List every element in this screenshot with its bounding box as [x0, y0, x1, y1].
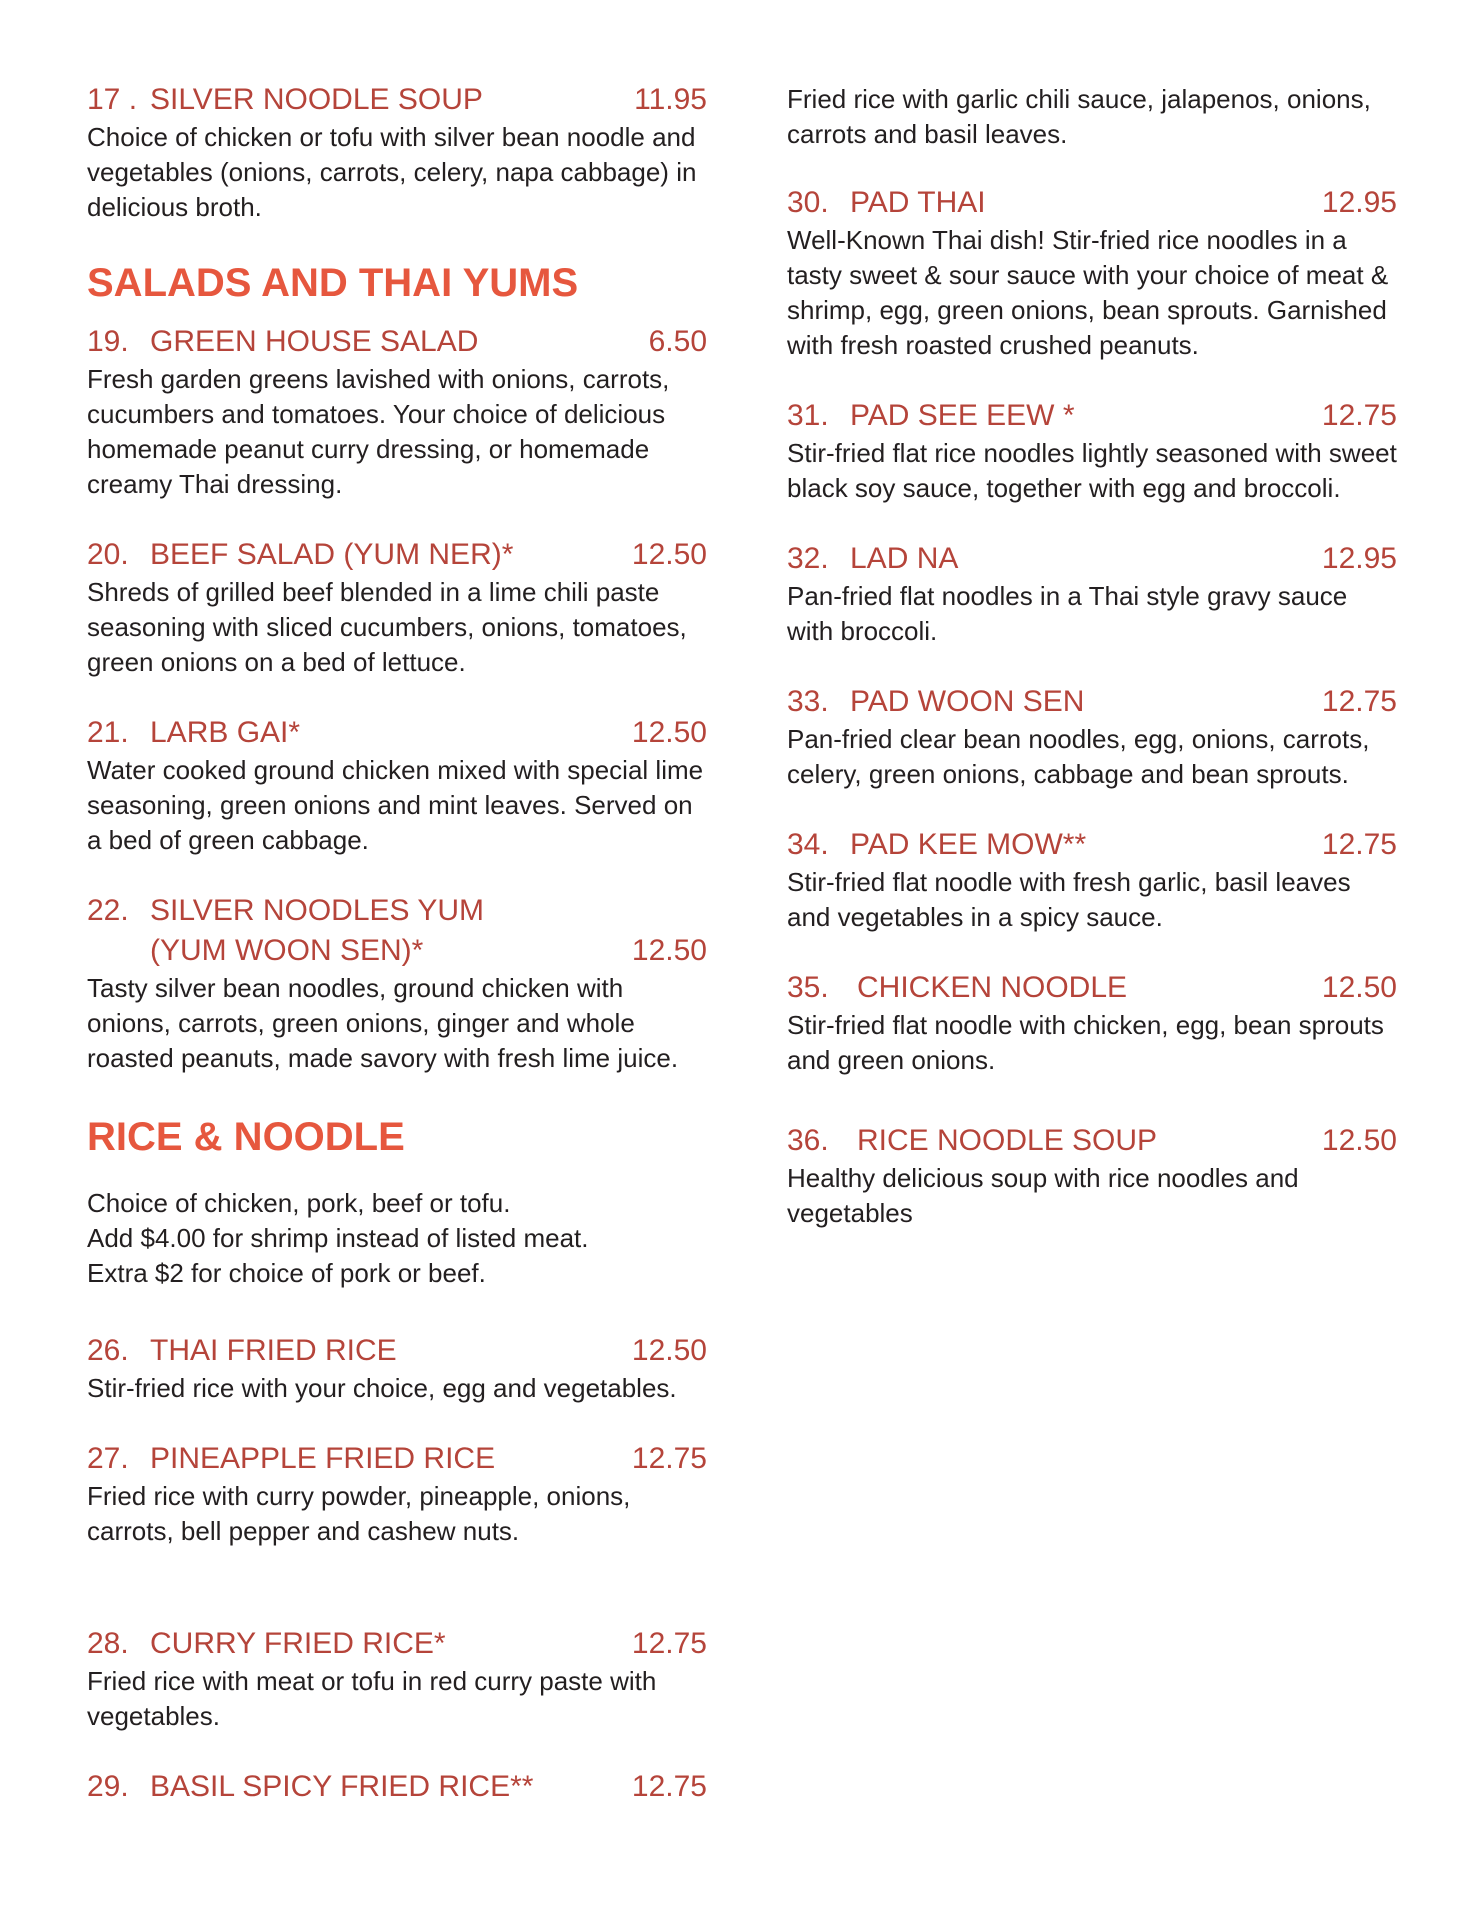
- item-price: 12.75: [631, 1627, 707, 1660]
- item-description: Stir-fried flat noodle with fresh garlic, basil leaves and vegetables in a spicy sauce.: [787, 867, 1351, 932]
- item-name: THAI FRIED RICE: [150, 1334, 397, 1367]
- item-number: 30.: [787, 186, 829, 219]
- item-description: Fried rice with meat or tofu in red curry paste with vegetables.: [87, 1666, 657, 1731]
- item-price: 6.50: [648, 325, 707, 358]
- menu-item-header: [87, 1624, 707, 1664]
- item-description: Well-Known Thai dish! Stir-fried rice noodles in a tasty sweet & sour sauce with your choice of meat & shrimp, egg, green onions, bean sprouts. Garnished with fresh roasted crushed peanuts.: [787, 225, 1389, 360]
- item-number: 35.: [787, 971, 829, 1004]
- item-number: 22.: [87, 894, 129, 927]
- menu-item-28: [87, 1624, 707, 1734]
- note-line: Choice of chicken, pork, beef or tofu.: [87, 1188, 511, 1218]
- item-number: 34.: [787, 828, 829, 861]
- item-number: 33.: [787, 685, 829, 718]
- menu-item-header: [787, 396, 1397, 436]
- item-price: 11.95: [634, 83, 707, 116]
- menu-item-header: [787, 183, 1397, 223]
- item-description: Stir-fried flat noodle with chicken, egg, bean sprouts and green onions.: [787, 1010, 1384, 1075]
- menu-item-33: [787, 682, 1397, 792]
- item-price: 12.50: [631, 1334, 707, 1367]
- item-price: 12.50: [631, 538, 707, 571]
- item-price: 12.75: [1321, 399, 1397, 432]
- item-price: 12.75: [631, 1442, 707, 1475]
- item-description: Healthy delicious soup with rice noodles and vegetables: [787, 1163, 1299, 1228]
- menu-item-header: [87, 1767, 707, 1807]
- item-name: PAD KEE MOW**: [850, 828, 1087, 861]
- item-description: Tasty silver bean noodles, ground chicken with onions, carrots, green onions, ginger and whole roasted peanuts, made savory with fresh lime juice.: [87, 973, 679, 1073]
- item-description: Fried rice with curry powder, pineapple, onions, carrots, bell pepper and cashew nuts.: [87, 1481, 631, 1546]
- section-title-salads: SALADS AND THAI YUMS: [87, 261, 579, 305]
- right-column: [787, 82, 1397, 1231]
- item-name: GREEN HOUSE SALAD: [150, 325, 479, 358]
- item-name: SILVER NOODLE SOUP: [150, 83, 483, 116]
- item-name-line1: SILVER NOODLES YUM: [150, 894, 484, 927]
- note-line: Extra $2 for choice of pork or beef.: [87, 1258, 486, 1288]
- menu-item-21: [87, 713, 707, 858]
- item-description: Stir-fried flat rice noodles lightly seasoned with sweet black soy sauce, together with egg and broccoli.: [787, 438, 1397, 503]
- item-number: 20.: [87, 538, 129, 571]
- item-name: PAD WOON SEN: [850, 685, 1085, 718]
- item-name-line2: (YUM WOON SEN)*: [150, 934, 424, 967]
- item-price: 12.50: [631, 716, 707, 749]
- item-name: LAD NA: [850, 542, 959, 575]
- item-price: 12.75: [1321, 685, 1397, 718]
- menu-item-header: [87, 80, 707, 120]
- item-number: 19.: [87, 325, 129, 358]
- item-description: Pan-fried clear bean noodles, egg, onions, carrots, celery, green onions, cabbage and bean sprouts.: [787, 724, 1370, 789]
- menu-item-header: [787, 825, 1397, 865]
- item-description: Pan-fried flat noodles in a Thai style gravy sauce with broccoli.: [787, 581, 1348, 646]
- item-description: Shreds of grilled beef blended in a lime chili paste seasoning with sliced cucumbers, onions, tomatoes, green onions on a bed of lettuce.: [87, 577, 687, 677]
- item-name: BASIL SPICY FRIED RICE**: [150, 1770, 534, 1803]
- item-number: 36.: [787, 1124, 829, 1157]
- item-name: LARB GAI*: [150, 716, 301, 749]
- menu-item-34: [787, 825, 1397, 935]
- menu-item-header: [787, 1121, 1397, 1161]
- item-price: 12.95: [1321, 186, 1397, 219]
- item-number: 27.: [87, 1442, 129, 1475]
- menu-item-32: [787, 539, 1397, 649]
- menu-item-35: [787, 968, 1397, 1078]
- item-name: CURRY FRIED RICE*: [150, 1627, 446, 1660]
- rice-noodle-note: [87, 1186, 707, 1291]
- item-name: PAD THAI: [850, 186, 986, 219]
- item-number: 28.: [87, 1627, 129, 1660]
- item-description: Water cooked ground chicken mixed with special lime seasoning, green onions and mint leaves. Served on a bed of green cabbage.: [87, 755, 704, 855]
- left-column: [87, 80, 707, 1807]
- menu-item-header: [787, 539, 1397, 579]
- menu-item-17: [87, 80, 707, 225]
- menu-item-header: [87, 535, 707, 575]
- item-price: 12.95: [1321, 542, 1397, 575]
- item-description: Choice of chicken or tofu with silver bean noodle and vegetables (onions, carrots, celery, napa cabbage) in delicious broth.: [87, 122, 697, 222]
- menu-item-29: [87, 1767, 707, 1807]
- menu-item-header: [87, 1331, 707, 1371]
- note-line: Add $4.00 for shrimp instead of listed meat.: [87, 1223, 589, 1253]
- menu-item-26: [87, 1331, 707, 1406]
- item-price: 12.50: [631, 934, 707, 967]
- item-number: 31.: [787, 399, 829, 432]
- item-price: 12.50: [1321, 971, 1397, 1004]
- menu-item-header: [787, 682, 1397, 722]
- item-price: 12.75: [631, 1770, 707, 1803]
- item-description: Fresh garden greens lavished with onions, carrots, cucumbers and tomatoes. Your choice of delicious homemade peanut curry dressing, or homemade creamy Thai dressing.: [87, 364, 670, 499]
- section-title-rice-noodle: RICE & NOODLE: [87, 1115, 405, 1159]
- menu-item-36: [787, 1121, 1397, 1231]
- item-number: 29.: [87, 1770, 129, 1803]
- menu-item-header: [87, 1439, 707, 1479]
- item-price: 12.75: [1321, 828, 1397, 861]
- menu-item-header: [87, 713, 707, 753]
- menu-item-19: [87, 322, 707, 502]
- menu-item-22: [87, 891, 707, 1076]
- item-name: BEEF SALAD (YUM NER)*: [150, 538, 514, 571]
- menu-item-30: [787, 183, 1397, 363]
- item-name: [150, 891, 484, 971]
- item-number: 26.: [87, 1334, 129, 1367]
- item-number: 21.: [87, 716, 129, 749]
- item-description: Stir-fried rice with your choice, egg and vegetables.: [87, 1373, 677, 1403]
- item-name: RICE NOODLE SOUP: [857, 1124, 1158, 1157]
- item-29-description: Fried rice with garlic chili sauce, jalapenos, onions, carrots and basil leaves.: [787, 84, 1371, 149]
- item-name: PINEAPPLE FRIED RICE: [150, 1442, 496, 1475]
- menu-item-header: [87, 891, 707, 971]
- item-price: 12.50: [1321, 1124, 1397, 1157]
- menu-item-header: [787, 968, 1397, 1008]
- item-number: 32.: [787, 542, 829, 575]
- menu-item-31: [787, 396, 1397, 506]
- menu-item-header: [87, 322, 707, 362]
- menu-item-27: [87, 1439, 707, 1549]
- item-number: 17 .: [87, 83, 138, 116]
- item-name: PAD SEE EEW *: [850, 399, 1075, 432]
- menu-item-20: [87, 535, 707, 680]
- item-name: CHICKEN NOODLE: [857, 971, 1128, 1004]
